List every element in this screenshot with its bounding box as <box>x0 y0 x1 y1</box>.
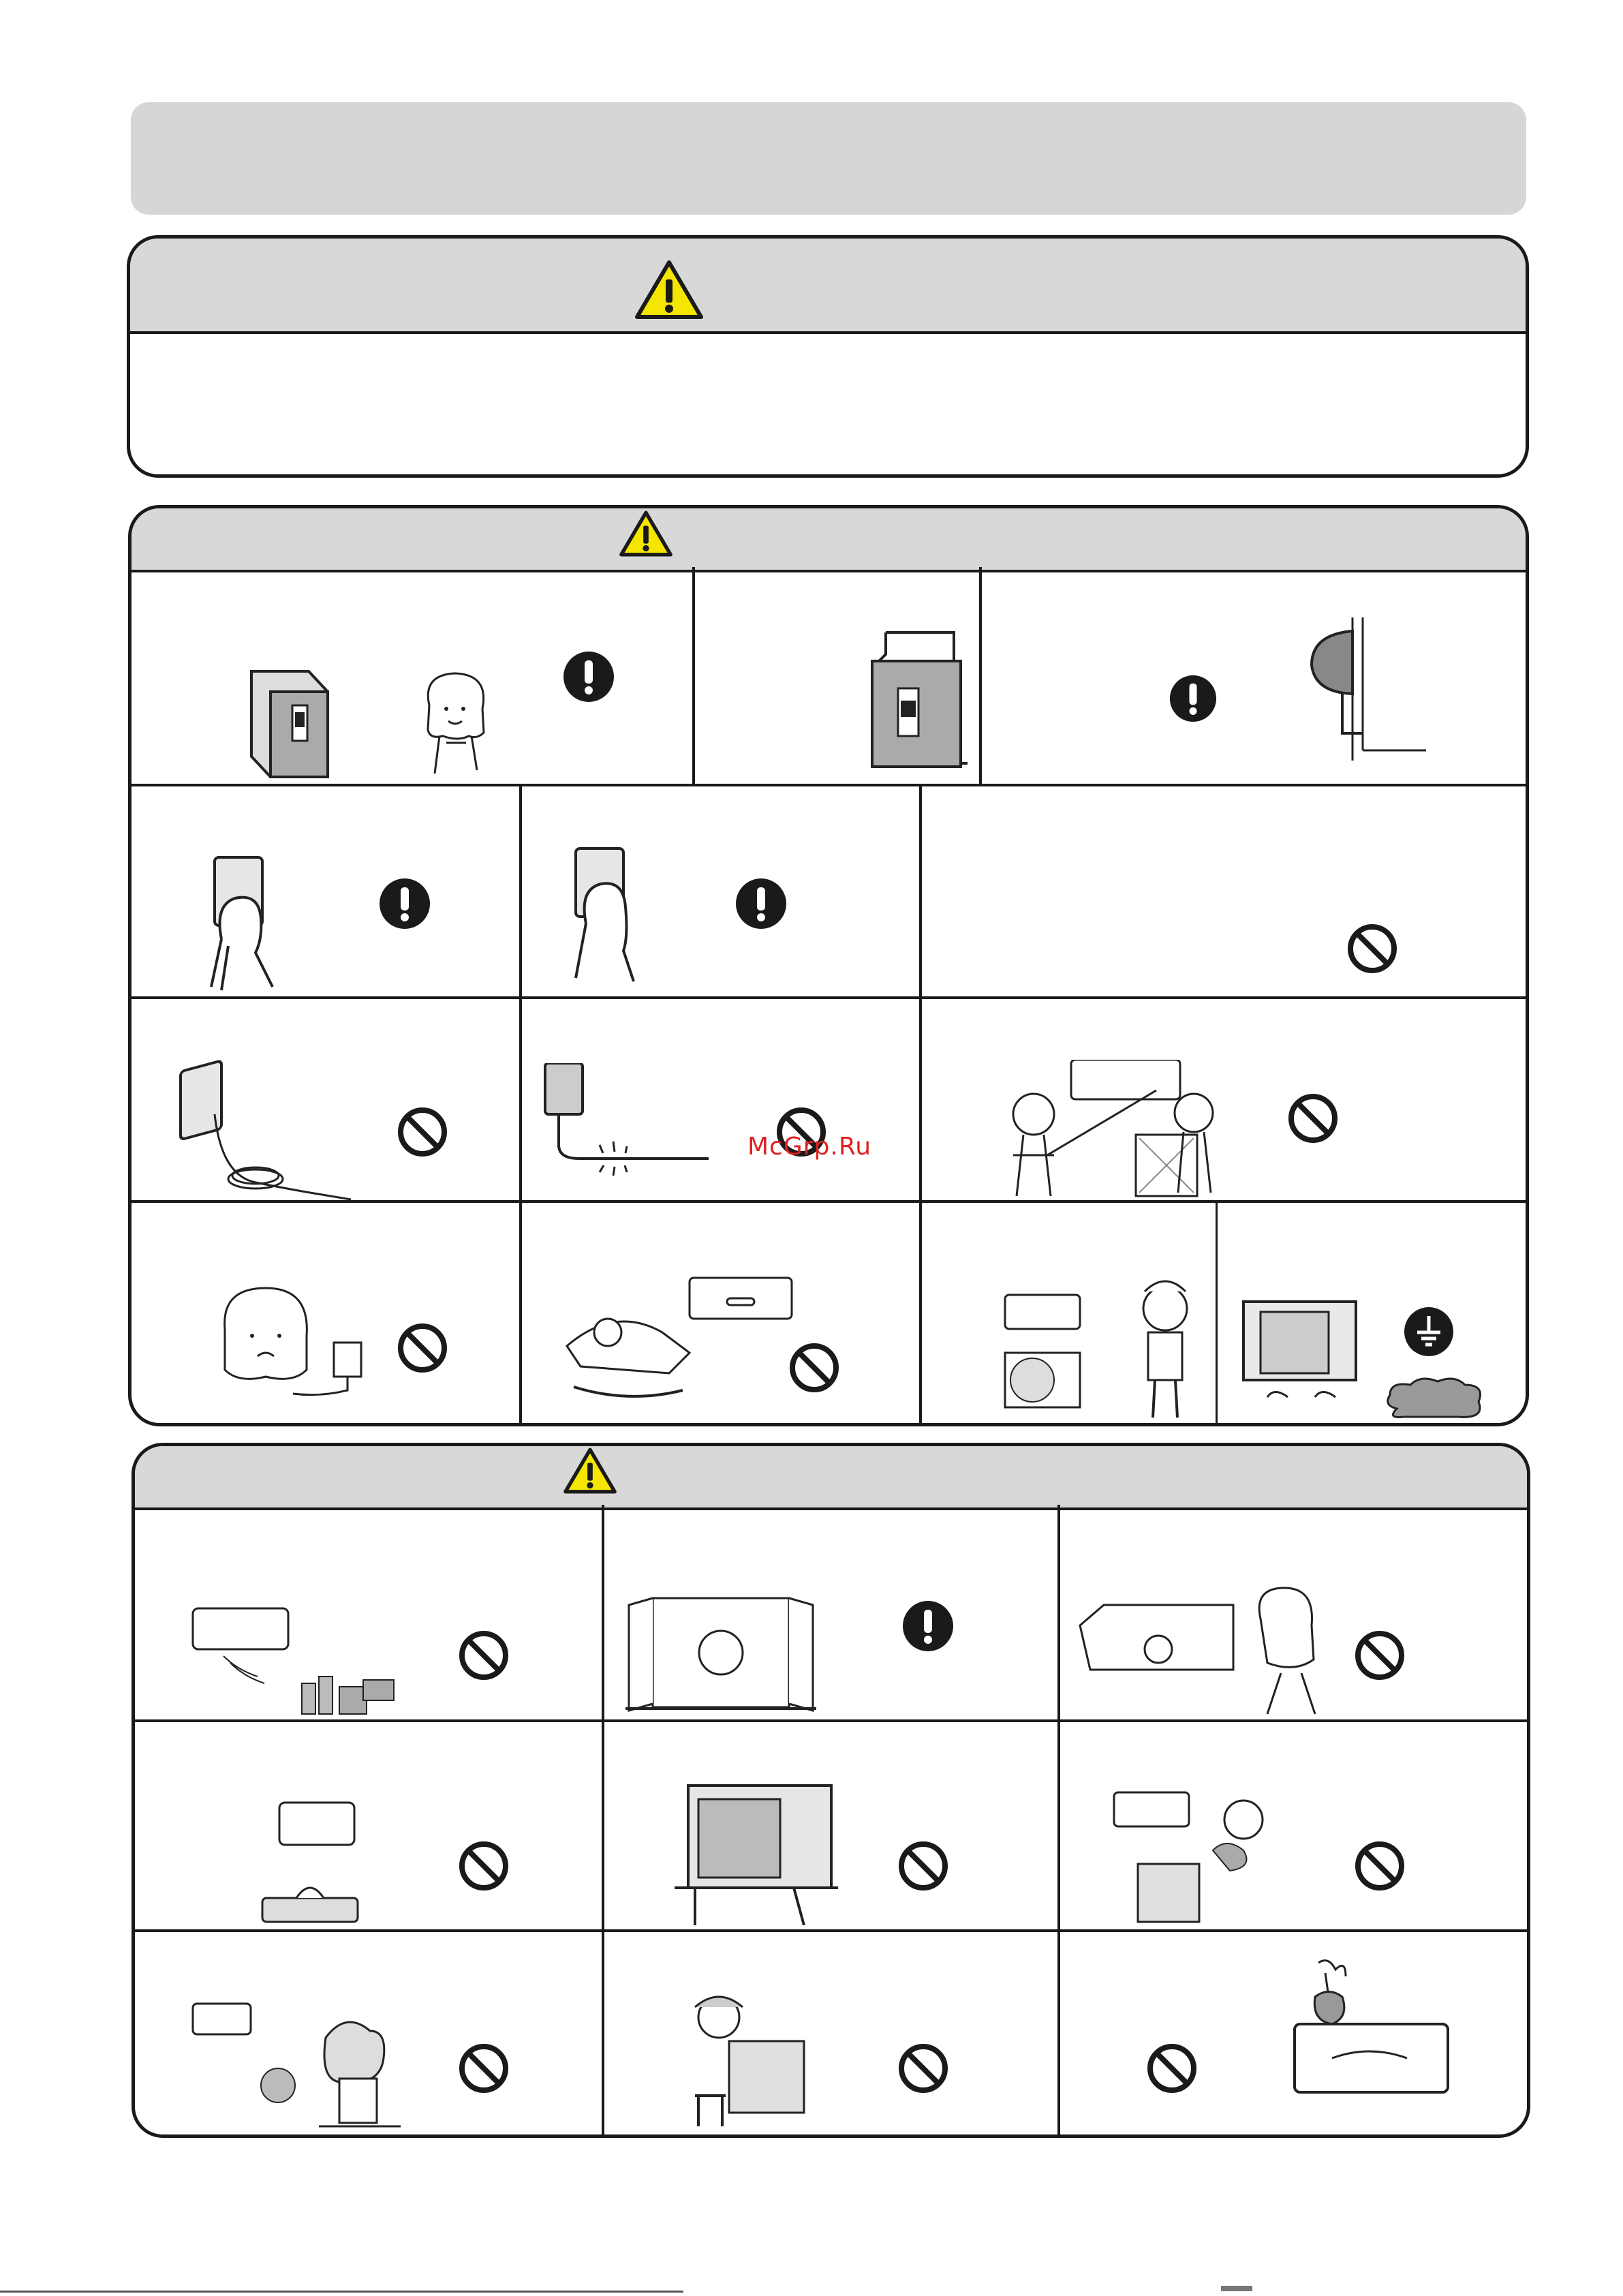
hand-plug-illustration <box>194 851 296 994</box>
child-spraying-unit-illustration <box>1111 1789 1288 1925</box>
grid-line <box>602 1505 604 2134</box>
prohibited-action-icon <box>459 1841 509 1891</box>
prohibited-action-icon <box>1288 1093 1338 1144</box>
outdoor-unit-grounding-illustration <box>1240 1295 1363 1411</box>
mandatory-action-icon <box>1169 675 1217 722</box>
ac-with-food-illustration <box>189 1602 401 1721</box>
mandatory-action-icon <box>902 1600 954 1652</box>
circuit-breaker-illustration <box>247 664 336 780</box>
speech-cloud-icon <box>1383 1375 1485 1422</box>
footer-mark <box>1221 2286 1252 2291</box>
grid-line <box>692 567 695 784</box>
child-on-unit-illustration <box>681 1987 811 2130</box>
ac-over-stove-illustration <box>256 1789 365 1925</box>
open-window-illustration <box>625 1591 816 1714</box>
danger-panel <box>127 235 1529 478</box>
ground-earth-icon <box>1404 1306 1454 1357</box>
baby-cradle-ac-illustration <box>560 1264 799 1407</box>
caution-panel-header <box>135 1446 1527 1510</box>
damaged-cord-illustration <box>538 1063 715 1203</box>
prohibited-action-icon <box>459 2043 509 2094</box>
fallen-outdoor-unit-illustration <box>675 1779 852 1925</box>
girl-on-phone-illustration <box>409 668 504 777</box>
warning-triangle-icon <box>634 259 705 320</box>
units-with-child-illustration <box>1002 1278 1220 1421</box>
ac-near-plants-illustration <box>189 1997 407 2130</box>
vase-on-indoor-unit-illustration <box>1291 1956 1455 2123</box>
prohibited-action-icon <box>898 1841 948 1891</box>
grid-line <box>519 784 522 1424</box>
grid-line <box>979 567 982 784</box>
danger-panel-header <box>130 239 1526 334</box>
prohibited-action-icon <box>1147 2043 1197 2094</box>
prohibited-action-icon <box>1347 923 1397 974</box>
warning-triangle-icon <box>619 510 673 557</box>
grid-line <box>1057 1505 1060 2134</box>
grid-line <box>135 1929 1527 1932</box>
mandatory-action-icon <box>563 651 615 703</box>
grid-line <box>132 996 1526 999</box>
circuit-breaker-illustration <box>865 627 974 774</box>
girl-with-cord-illustration <box>211 1281 368 1424</box>
footer-rule <box>0 2291 683 2293</box>
coiled-cord-illustration <box>174 1053 358 1206</box>
grid-line <box>132 784 1526 786</box>
mandatory-action-icon <box>379 878 431 930</box>
wall-fixture-illustration <box>1305 617 1427 764</box>
prohibited-action-icon <box>459 1630 509 1681</box>
page-title-bar <box>131 102 1526 215</box>
warning-panel-header <box>132 508 1526 572</box>
warning-triangle-icon <box>563 1447 617 1495</box>
prohibited-action-icon <box>1355 1630 1405 1681</box>
grid-line <box>919 784 922 1424</box>
children-poking-unit-illustration <box>1000 1060 1286 1206</box>
girl-at-ac-illustration <box>1077 1585 1335 1717</box>
watermark-text: McGrp.Ru <box>747 1133 872 1161</box>
prohibited-action-icon <box>397 1323 448 1373</box>
prohibited-action-icon <box>898 2043 948 2094</box>
prohibited-action-icon <box>397 1107 448 1157</box>
prohibited-action-icon <box>1355 1841 1405 1891</box>
hand-plug-illustration <box>559 842 661 988</box>
mandatory-action-icon <box>735 878 787 930</box>
